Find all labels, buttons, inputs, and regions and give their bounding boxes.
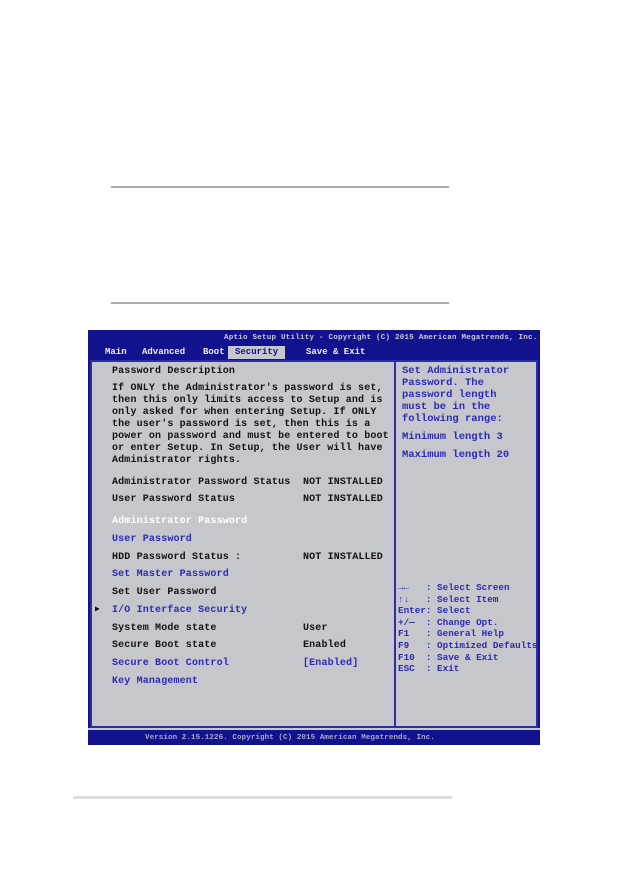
item-value: User xyxy=(303,623,328,634)
item-administrator-password-status xyxy=(88,477,394,489)
bios-title-bar xyxy=(88,330,540,345)
maximum-length-text: Maximum length 20 xyxy=(402,449,510,461)
description-line: then this only limits access to Setup and is xyxy=(112,395,383,406)
tab-boot[interactable]: Boot xyxy=(203,347,225,357)
legend-general-help: F1 : General Help xyxy=(398,628,505,640)
legend-save-exit: F10 : Save & Exit xyxy=(398,651,499,663)
bios-title: Aptio Setup Utility - Copyright (C) 2015 American Megatrends, Inc. xyxy=(224,334,538,342)
item-user-password[interactable] xyxy=(88,534,394,546)
item-value: NOT INSTALLED xyxy=(303,552,383,563)
help-line: Password. The xyxy=(402,377,484,389)
legend-change-opt: +/— : Change Opt. xyxy=(398,616,499,628)
item-set-master-password[interactable] xyxy=(88,569,394,581)
bios-version-text: Version 2.15.1226. Copyright (C) 2015 American Megatrends, Inc. xyxy=(145,734,435,742)
tab-advanced[interactable]: Advanced xyxy=(142,347,186,357)
description-line: the user's password is set, then this is a xyxy=(112,419,371,430)
help-line: following range: xyxy=(402,413,503,425)
item-set-user-password[interactable] xyxy=(88,587,394,599)
tab-save-exit[interactable]: Save & Exit xyxy=(306,347,366,357)
help-line: must be in the xyxy=(402,401,491,413)
item-label: Set User Password xyxy=(112,587,217,598)
password-description-text xyxy=(112,383,389,467)
description-line: If ONLY the Administrator's password is set, xyxy=(112,383,383,394)
legend-esc-exit: ESC : Exit xyxy=(398,663,460,675)
item-label: User Password Status xyxy=(112,494,236,505)
bios-status-bar xyxy=(88,730,540,745)
description-line: or enter Setup. In Setup, the User will have xyxy=(112,443,383,454)
item-label: Set Master Password xyxy=(112,569,229,580)
bios-setup-screen xyxy=(88,330,540,745)
tab-main[interactable]: Main xyxy=(105,347,127,357)
key-legend xyxy=(398,582,537,675)
item-secure-boot-control[interactable] xyxy=(88,658,394,670)
panel-divider xyxy=(394,362,396,726)
item-label: Administrator Password Status xyxy=(112,477,291,488)
help-line: Set Administrator xyxy=(402,365,510,377)
bios-menu-bar xyxy=(88,345,540,360)
item-value: NOT INSTALLED xyxy=(303,494,383,505)
page-divider-middle xyxy=(111,302,449,304)
description-line: Administrator rights. xyxy=(112,455,242,466)
item-user-password-status xyxy=(88,494,394,506)
item-value: [Enabled] xyxy=(303,658,359,669)
item-label: User Password xyxy=(112,534,192,545)
description-line: power on password and must be entered to boot xyxy=(112,431,389,442)
help-line: password length xyxy=(402,389,497,401)
item-label: Administrator Password xyxy=(112,516,248,527)
legend-select-screen: →← : Select Screen xyxy=(398,582,510,593)
help-text xyxy=(402,365,509,425)
submenu-arrow-icon: ▶ xyxy=(95,605,100,614)
page-divider-top xyxy=(111,186,449,188)
description-line: only asked for when entering Setup. If ONLY xyxy=(112,407,377,418)
legend-select-item: ↑↓ : Select Item xyxy=(398,593,499,605)
item-label: HDD Password Status : xyxy=(112,552,242,563)
legend-optimized-defaults: F9 : Optimized Defaults xyxy=(398,639,538,651)
item-value: NOT INSTALLED xyxy=(303,477,383,488)
item-label: Secure Boot state xyxy=(112,640,217,651)
minimum-length-text: Minimum length 3 xyxy=(402,431,503,443)
item-administrator-password[interactable] xyxy=(88,516,394,528)
legend-enter-select: Enter: Select xyxy=(398,605,471,617)
item-label: I/O Interface Security xyxy=(112,605,248,616)
item-value: Enabled xyxy=(303,640,347,651)
item-io-interface-security[interactable] xyxy=(88,605,394,617)
password-description-heading: Password Description xyxy=(112,366,236,377)
item-secure-boot-state xyxy=(88,640,394,652)
item-key-management[interactable] xyxy=(88,676,394,688)
tab-security[interactable]: Security xyxy=(228,346,285,359)
item-hdd-password-status xyxy=(88,552,394,564)
item-label: System Mode state xyxy=(112,623,217,634)
item-label: Secure Boot Control xyxy=(112,658,229,669)
item-system-mode-state xyxy=(88,623,394,635)
item-label: Key Management xyxy=(112,676,199,687)
page-divider-bottom xyxy=(73,796,452,799)
